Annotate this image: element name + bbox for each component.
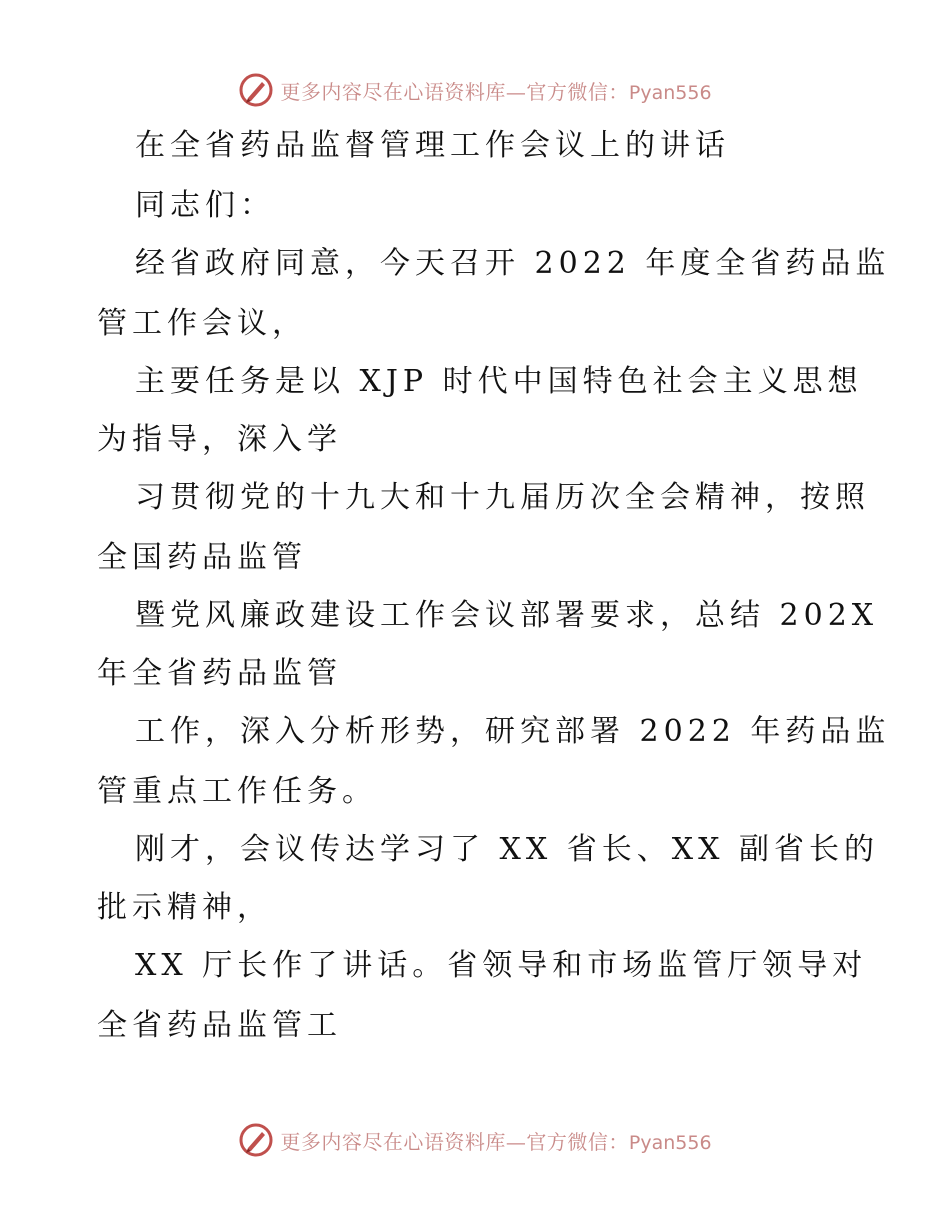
paragraph-line: 管工作会议， — [97, 306, 307, 341]
paragraph-line: 年全省药品监管 — [97, 656, 342, 691]
paragraph-line: 为指导，深入学 — [97, 422, 342, 457]
watermark-account: Pyan556 — [628, 81, 712, 104]
paragraph-line: 刚才，会议传达学习了 XX 省长、XX 副省长的 — [135, 832, 880, 867]
watermark-text: 更多内容尽在心语资料库—官方微信：Pyan556 — [280, 79, 712, 104]
paragraph-line: 全省药品监管工 — [97, 1008, 342, 1043]
paragraph-line: 经省政府同意，今天召开 2022 年度全省药品监 — [135, 246, 891, 281]
salutation: 同志们： — [135, 188, 275, 223]
paragraph-line: 工作，深入分析形势，研究部署 2022 年药品监 — [135, 714, 891, 749]
pen-logo-icon — [238, 1122, 274, 1158]
watermark-text: 更多内容尽在心语资料库—官方微信：Pyan556 — [280, 1129, 712, 1154]
paragraph-line: 管重点工作任务。 — [97, 774, 377, 809]
document-title: 在全省药品监督管理工作会议上的讲话 — [135, 128, 730, 163]
header-watermark — [0, 70, 950, 110]
paragraph-line: 习贯彻党的十九大和十九届历次全会精神，按照 — [135, 480, 870, 515]
paragraph-line: 主要任务是以 XJP 时代中国特色社会主义思想 — [135, 364, 863, 399]
paragraph-line: 暨党风廉政建设工作会议部署要求，总结 202X — [135, 598, 879, 633]
paragraph-line: 批示精神， — [97, 890, 272, 925]
pen-logo-icon — [238, 72, 274, 108]
footer-watermark — [0, 1120, 950, 1160]
paragraph-line: 全国药品监管 — [97, 540, 307, 575]
watermark-account: Pyan556 — [628, 1131, 712, 1154]
paragraph-line: XX 厅长作了讲话。省领导和市场监管厅领导对 — [135, 948, 868, 983]
